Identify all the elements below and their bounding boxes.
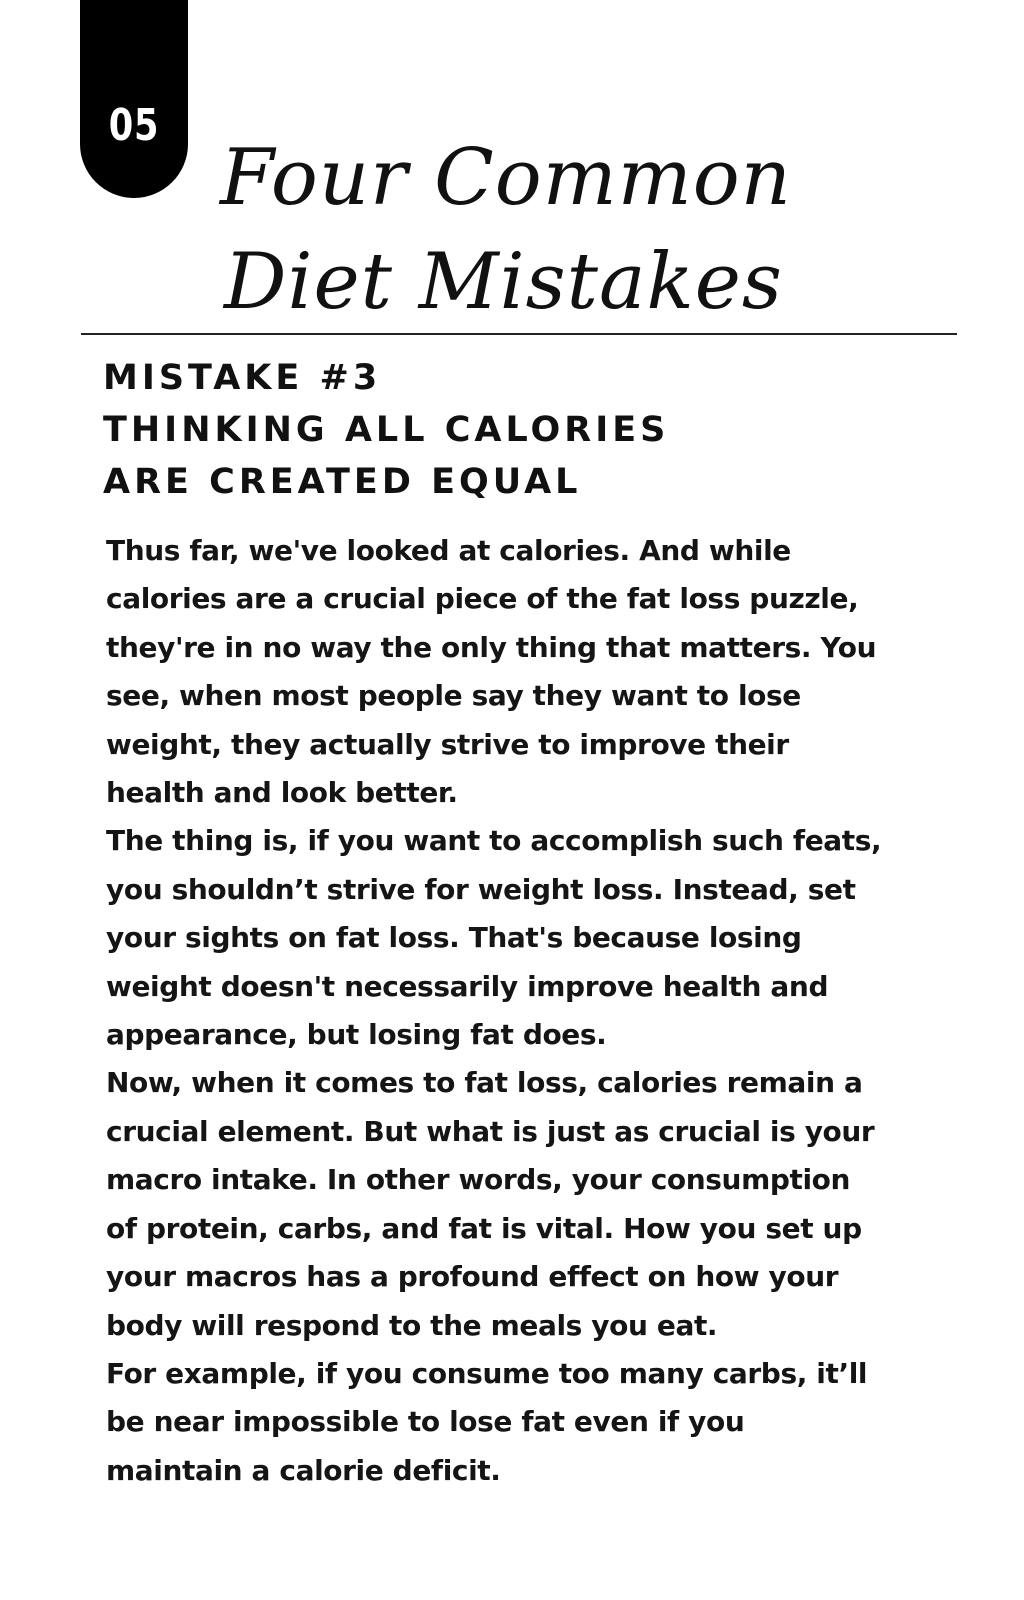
body-line: of protein, carbs, and fat is vital. How you set up [106, 1211, 862, 1245]
body-line: weight doesn't necessarily improve health and [106, 969, 829, 1003]
title-divider [81, 333, 957, 335]
body-line: calories are a crucial piece of the fat loss puzzle, [106, 582, 859, 616]
body-line: For example, if you consume too many carbs, it’ll [106, 1356, 868, 1390]
mistake-heading-line: MISTAKE #3 [103, 358, 382, 398]
body-line: maintain a calorie deficit. [106, 1453, 501, 1487]
page-number-tab [80, 0, 188, 198]
body-line: see, when most people say they want to lose [106, 679, 801, 713]
mistake-heading-line: ARE CREATED EQUAL [103, 462, 582, 502]
body-line: crucial element. But what is just as crucial is your [106, 1114, 875, 1148]
body-line: be near impossible to lose fat even if you [106, 1405, 745, 1439]
body-line: weight, they actually strive to improve their [106, 727, 789, 761]
chapter-title [220, 126, 792, 334]
page-number: 05 [108, 100, 160, 151]
chapter-title-line: Four Common [220, 133, 792, 223]
mistake-heading-line: THINKING ALL CALORIES [103, 410, 670, 450]
body-line: Thus far, we've looked at calories. And while [106, 534, 791, 567]
body-line: your sights on fat loss. That's because losing [106, 921, 802, 955]
mistake-heading [103, 352, 669, 508]
body-line: you shouldn’t strive for weight loss. Instead, set [106, 872, 856, 906]
body-line: your macros has a profound effect on how your [106, 1260, 839, 1294]
body-line: health and look better. [106, 776, 458, 810]
chapter-title-line: Diet Mistakes [224, 237, 783, 327]
body-line: appearance, but losing fat does. [106, 1018, 607, 1052]
body-line: The thing is, if you want to accomplish such feats, [106, 824, 882, 858]
body-line: body will respond to the meals you eat. [106, 1308, 718, 1342]
body-line: Now, when it comes to fat loss, calories remain a [106, 1066, 863, 1100]
body-line: they're in no way the only thing that matters. You [106, 630, 877, 664]
body-text [106, 527, 936, 1495]
body-line: macro intake. In other words, your consumption [106, 1163, 851, 1197]
